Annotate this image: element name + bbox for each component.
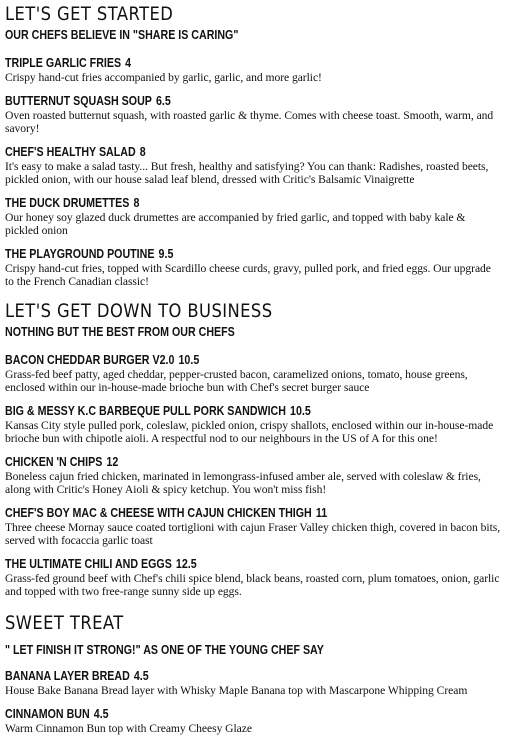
item-price: 4.5: [93, 706, 109, 721]
item-description: Boneless cajun fried chicken, marinated in lemongrass-infused amber ale, served with coleslaw & fries, along with Critic's Honey Aioli & spicy ketchup. You won't miss fish!: [5, 470, 481, 496]
section-tagline: " LET FINISH IT STRONG!" AS ONE OF THE YOUNG CHEF SAY: [5, 642, 324, 657]
section-down-to-business: [5, 300, 505, 598]
item-description: Oven roasted butternut squash, with roasted garlic & thyme. Comes with cheese toast. Smooth, warm, and savory!: [5, 109, 494, 135]
menu-item-banana-layer-bread: [5, 668, 505, 697]
item-description: Three cheese Mornay sauce coated tortiglioni with cajun Fraser Valley chicken thigh, covered in bacon bits, served with focaccia garlic toast: [5, 521, 501, 547]
menu-item-bbq-pull-pork-sandwich: [5, 403, 505, 445]
item-name: THE ULTIMATE CHILI AND EGGS: [5, 556, 172, 571]
menu-item-bacon-cheddar-burger: [5, 352, 505, 394]
item-name: CHEF'S BOY MAC & CHEESE WITH CAJUN CHICKEN THIGH: [5, 505, 312, 520]
section-sweet-treat: [5, 612, 505, 735]
section-lets-get-started: [5, 3, 505, 288]
item-name: THE PLAYGROUND POUTINE: [5, 246, 155, 261]
section-title: LET'S GET DOWN TO BUSINESS: [5, 300, 273, 322]
item-description: Crispy hand-cut fries accompanied by garlic, garlic, and more garlic!: [5, 71, 322, 84]
item-description: Kansas City style pulled pork, coleslaw, pickled onion, crispy shallots, enclosed within our in-house-made brioche bun with chipotle aioli. A respectful nod to our neighbours in the US of A for this one!: [5, 419, 494, 445]
menu-item-mac-and-cheese: [5, 505, 505, 547]
item-name: THE DUCK DRUMETTES: [5, 195, 130, 210]
item-description: Grass-fed ground beef with Chef's chili spice blend, black beans, roasted corn, plum tomatoes, onion, garlic and topped with two free-range sunny side up eggs.: [5, 572, 500, 598]
item-name: CHICKEN 'N CHIPS: [5, 454, 103, 469]
menu-item-triple-garlic-fries: [5, 55, 505, 84]
item-price: 4.5: [133, 668, 149, 683]
item-name: BANANA LAYER BREAD: [5, 668, 130, 683]
item-price: 8: [139, 144, 146, 159]
item-price: 12: [106, 454, 119, 469]
item-price: 4: [125, 55, 132, 70]
item-name: BUTTERNUT SQUASH SOUP: [5, 93, 152, 108]
item-name: BACON CHEDDAR BURGER V2.0: [5, 352, 175, 367]
item-price: 6.5: [155, 93, 171, 108]
menu-page: [5, 3, 505, 749]
menu-item-playground-poutine: [5, 246, 505, 288]
item-name: CHEF'S HEALTHY SALAD: [5, 144, 136, 159]
section-tagline: OUR CHEFS BELIEVE IN "SHARE IS CARING": [5, 27, 239, 42]
item-price: 11: [315, 505, 328, 520]
item-description: House Bake Banana Bread layer with Whisky Maple Banana top with Mascarpone Whipping Cream: [5, 684, 468, 697]
section-title: SWEET TREAT: [5, 612, 124, 634]
item-description: Warm Cinnamon Bun top with Creamy Cheesy Glaze: [5, 722, 252, 735]
item-name: BIG & MESSY K.C BARBEQUE PULL PORK SANDWICH: [5, 403, 286, 418]
item-description: Grass-fed beef patty, aged cheddar, pepper-crusted bacon, caramelized onions, tomato, house greens, enclosed within our in-house-made brioche bun with Chef's secret burger sauce: [5, 368, 468, 394]
item-description: Our honey soy glazed duck drumettes are accompanied by fried garlic, and topped with baby kale & pickled onion: [5, 211, 466, 237]
item-price: 8: [133, 195, 140, 210]
item-price: 9.5: [158, 246, 174, 261]
menu-item-cinnamon-bun: [5, 706, 505, 735]
section-title: LET'S GET STARTED: [5, 3, 174, 25]
item-price: 10.5: [290, 403, 311, 418]
section-tagline: NOTHING BUT THE BEST FROM OUR CHEFS: [5, 324, 235, 339]
item-name: CINNAMON BUN: [5, 706, 90, 721]
menu-item-chili-and-eggs: [5, 556, 505, 598]
item-description: It's easy to make a salad tasty... But fresh, healthy and satisfying? You can thank: Radishes, roasted beets, pickled onion, with our house salad leaf blend, dressed with Critic's Balsamic Vinaigrette: [5, 160, 489, 186]
menu-item-chefs-healthy-salad: [5, 144, 505, 186]
item-price: 12.5: [175, 556, 197, 571]
menu-item-duck-drumettes: [5, 195, 505, 237]
item-name: TRIPLE GARLIC FRIES: [5, 55, 122, 70]
menu-item-chicken-n-chips: [5, 454, 505, 496]
menu-item-butternut-squash-soup: [5, 93, 505, 135]
item-description: Crispy hand-cut fries, topped with Scardillo cheese curds, gravy, pulled pork, and fried eggs. Our upgrade to the French Canadian classic!: [5, 262, 491, 288]
item-price: 10.5: [178, 352, 200, 367]
